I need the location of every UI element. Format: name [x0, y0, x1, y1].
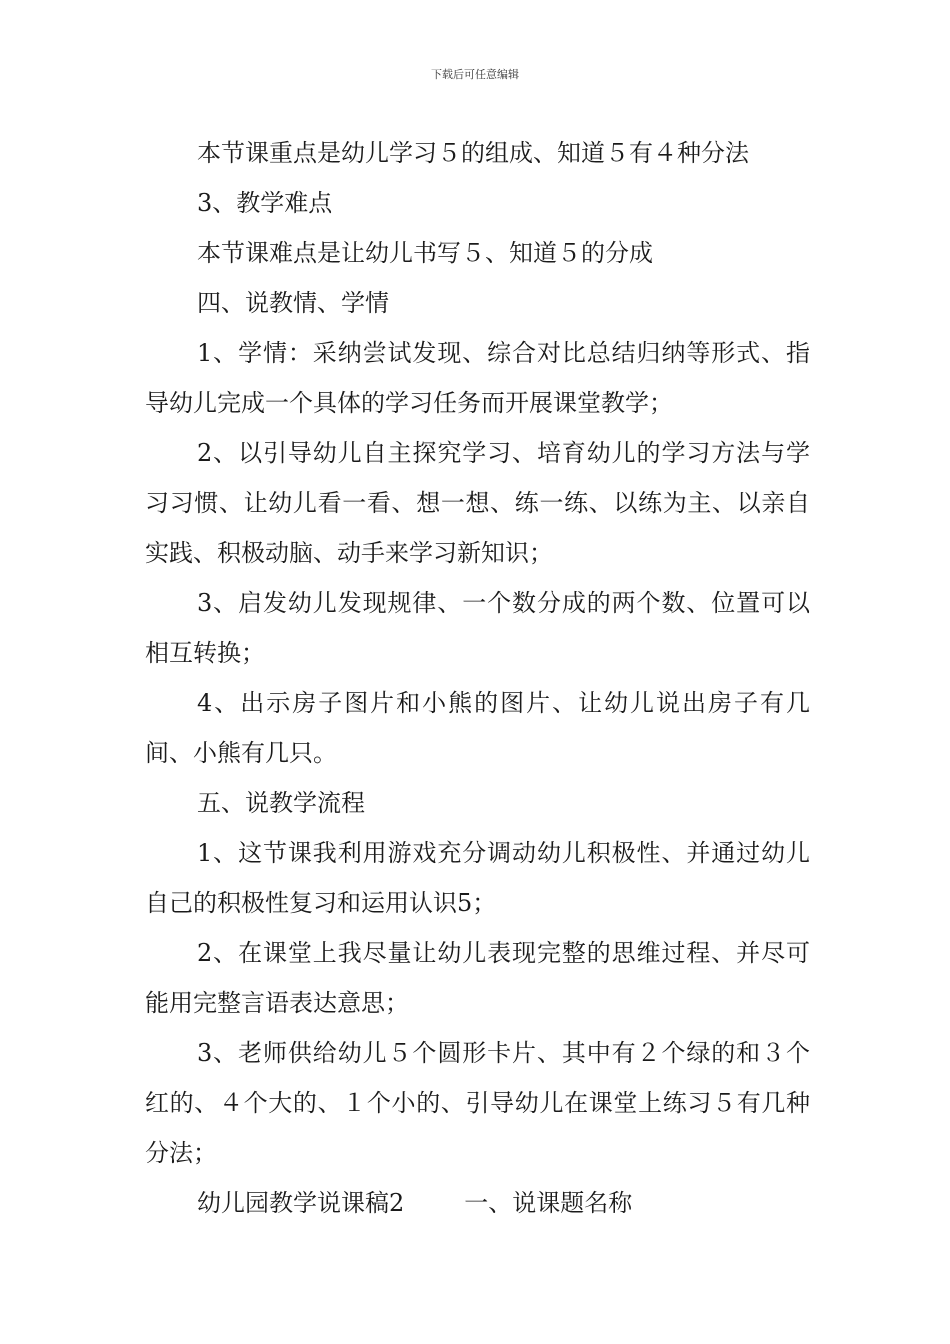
section-heading: 四、说教情、学情	[197, 289, 389, 317]
paragraph: 2、在课堂上我尽量让幼儿表现完整的思维过程、并尽可能用完整言语表达意思；	[145, 939, 810, 1017]
paragraph: 3、老师供给幼儿５个圆形卡片、其中有２个绿的和３个红的、４个大的、１个小的、引导幼儿在课堂上练习５有几种分法；	[145, 1039, 810, 1167]
document-body	[145, 128, 810, 1228]
text-line: 本节课重点是幼儿学习５的组成、知道５有４种分法	[197, 139, 749, 167]
paragraph: 1、这节课我利用游戏充分调动幼儿积极性、并通过幼儿自己的积极性复习和运用认识5；	[145, 839, 810, 917]
title-line	[145, 1178, 810, 1228]
section-heading: 五、说教学流程	[197, 789, 365, 817]
paragraph: 1、学情：采纳尝试发现、综合对比总结归纳等形式、指导幼儿完成一个具体的学习任务而开展课堂教学；	[145, 339, 810, 417]
paragraph: 4、出示房子图片和小熊的图片、让幼儿说出房子有几间、小熊有几只。	[145, 689, 810, 767]
page-header: 下载后可任意编辑	[431, 68, 519, 81]
section-heading: 一、说课题名称	[464, 1189, 633, 1217]
text-line: 本节课难点是让幼儿书写５、知道５的分成	[197, 239, 653, 267]
paragraph: 3、启发幼儿发现规律、一个数分成的两个数、位置可以相互转换；	[145, 589, 810, 667]
section-heading: 3、教学难点	[197, 189, 333, 217]
document-title: 幼儿园教学说课稿2	[197, 1189, 405, 1217]
paragraph: 2、以引导幼儿自主探究学习、培育幼儿的学习方法与学习习惯、让幼儿看一看、想一想、练一练、以练为主、以亲自实践、积极动脑、动手来学习新知识；	[145, 439, 810, 567]
